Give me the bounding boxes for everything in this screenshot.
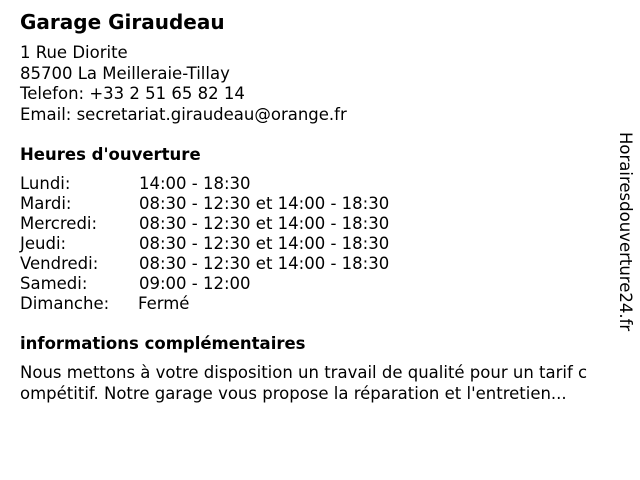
day-label: Samedi: — [20, 274, 88, 293]
day-label: Dimanche: — [20, 294, 110, 313]
additional-info-text — [20, 363, 620, 404]
contact-block — [20, 43, 347, 125]
address-street: 1 Rue Diorite — [20, 43, 128, 62]
site-watermark — [611, 132, 639, 362]
business-name: Garage Giraudeau — [20, 10, 225, 34]
address-city: 85700 La Meilleraie-Tillay — [20, 63, 230, 83]
email-address: Email: secretariat.giraudeau@orange.fr — [20, 104, 347, 124]
watermark-text: Horairesdouverture24.fr — [616, 132, 635, 332]
time-value: 09:00 - 12:00 — [139, 274, 251, 293]
day-label: Lundi: — [20, 174, 71, 193]
day-label: Vendredi: — [20, 254, 99, 273]
info-text-line: Nous mettons à votre disposition un travail de qualité pour un tarif c — [20, 363, 588, 382]
additional-info-heading: informations complémentaires — [20, 334, 306, 353]
day-label: Mardi: — [20, 194, 72, 213]
day-label: Jeudi: — [20, 234, 67, 253]
day-label: Mercredi: — [20, 214, 98, 233]
time-value: 08:30 - 12:30 et 14:00 - 18:30 — [139, 234, 390, 253]
time-value: 08:30 - 12:30 et 14:00 - 18:30 — [139, 194, 390, 213]
info-text-line: ompétitif. Notre garage vous propose la réparation et l'entretien... — [20, 383, 567, 403]
time-value: 14:00 - 18:30 — [139, 174, 251, 193]
time-value: 08:30 - 12:30 et 14:00 - 18:30 — [139, 254, 390, 273]
opening-hours-heading: Heures d'ouverture — [20, 145, 201, 164]
time-value: Fermé — [138, 294, 190, 313]
phone-number: Telefon: +33 2 51 65 82 14 — [20, 84, 245, 103]
time-value: 08:30 - 12:30 et 14:00 - 18:30 — [139, 214, 390, 233]
